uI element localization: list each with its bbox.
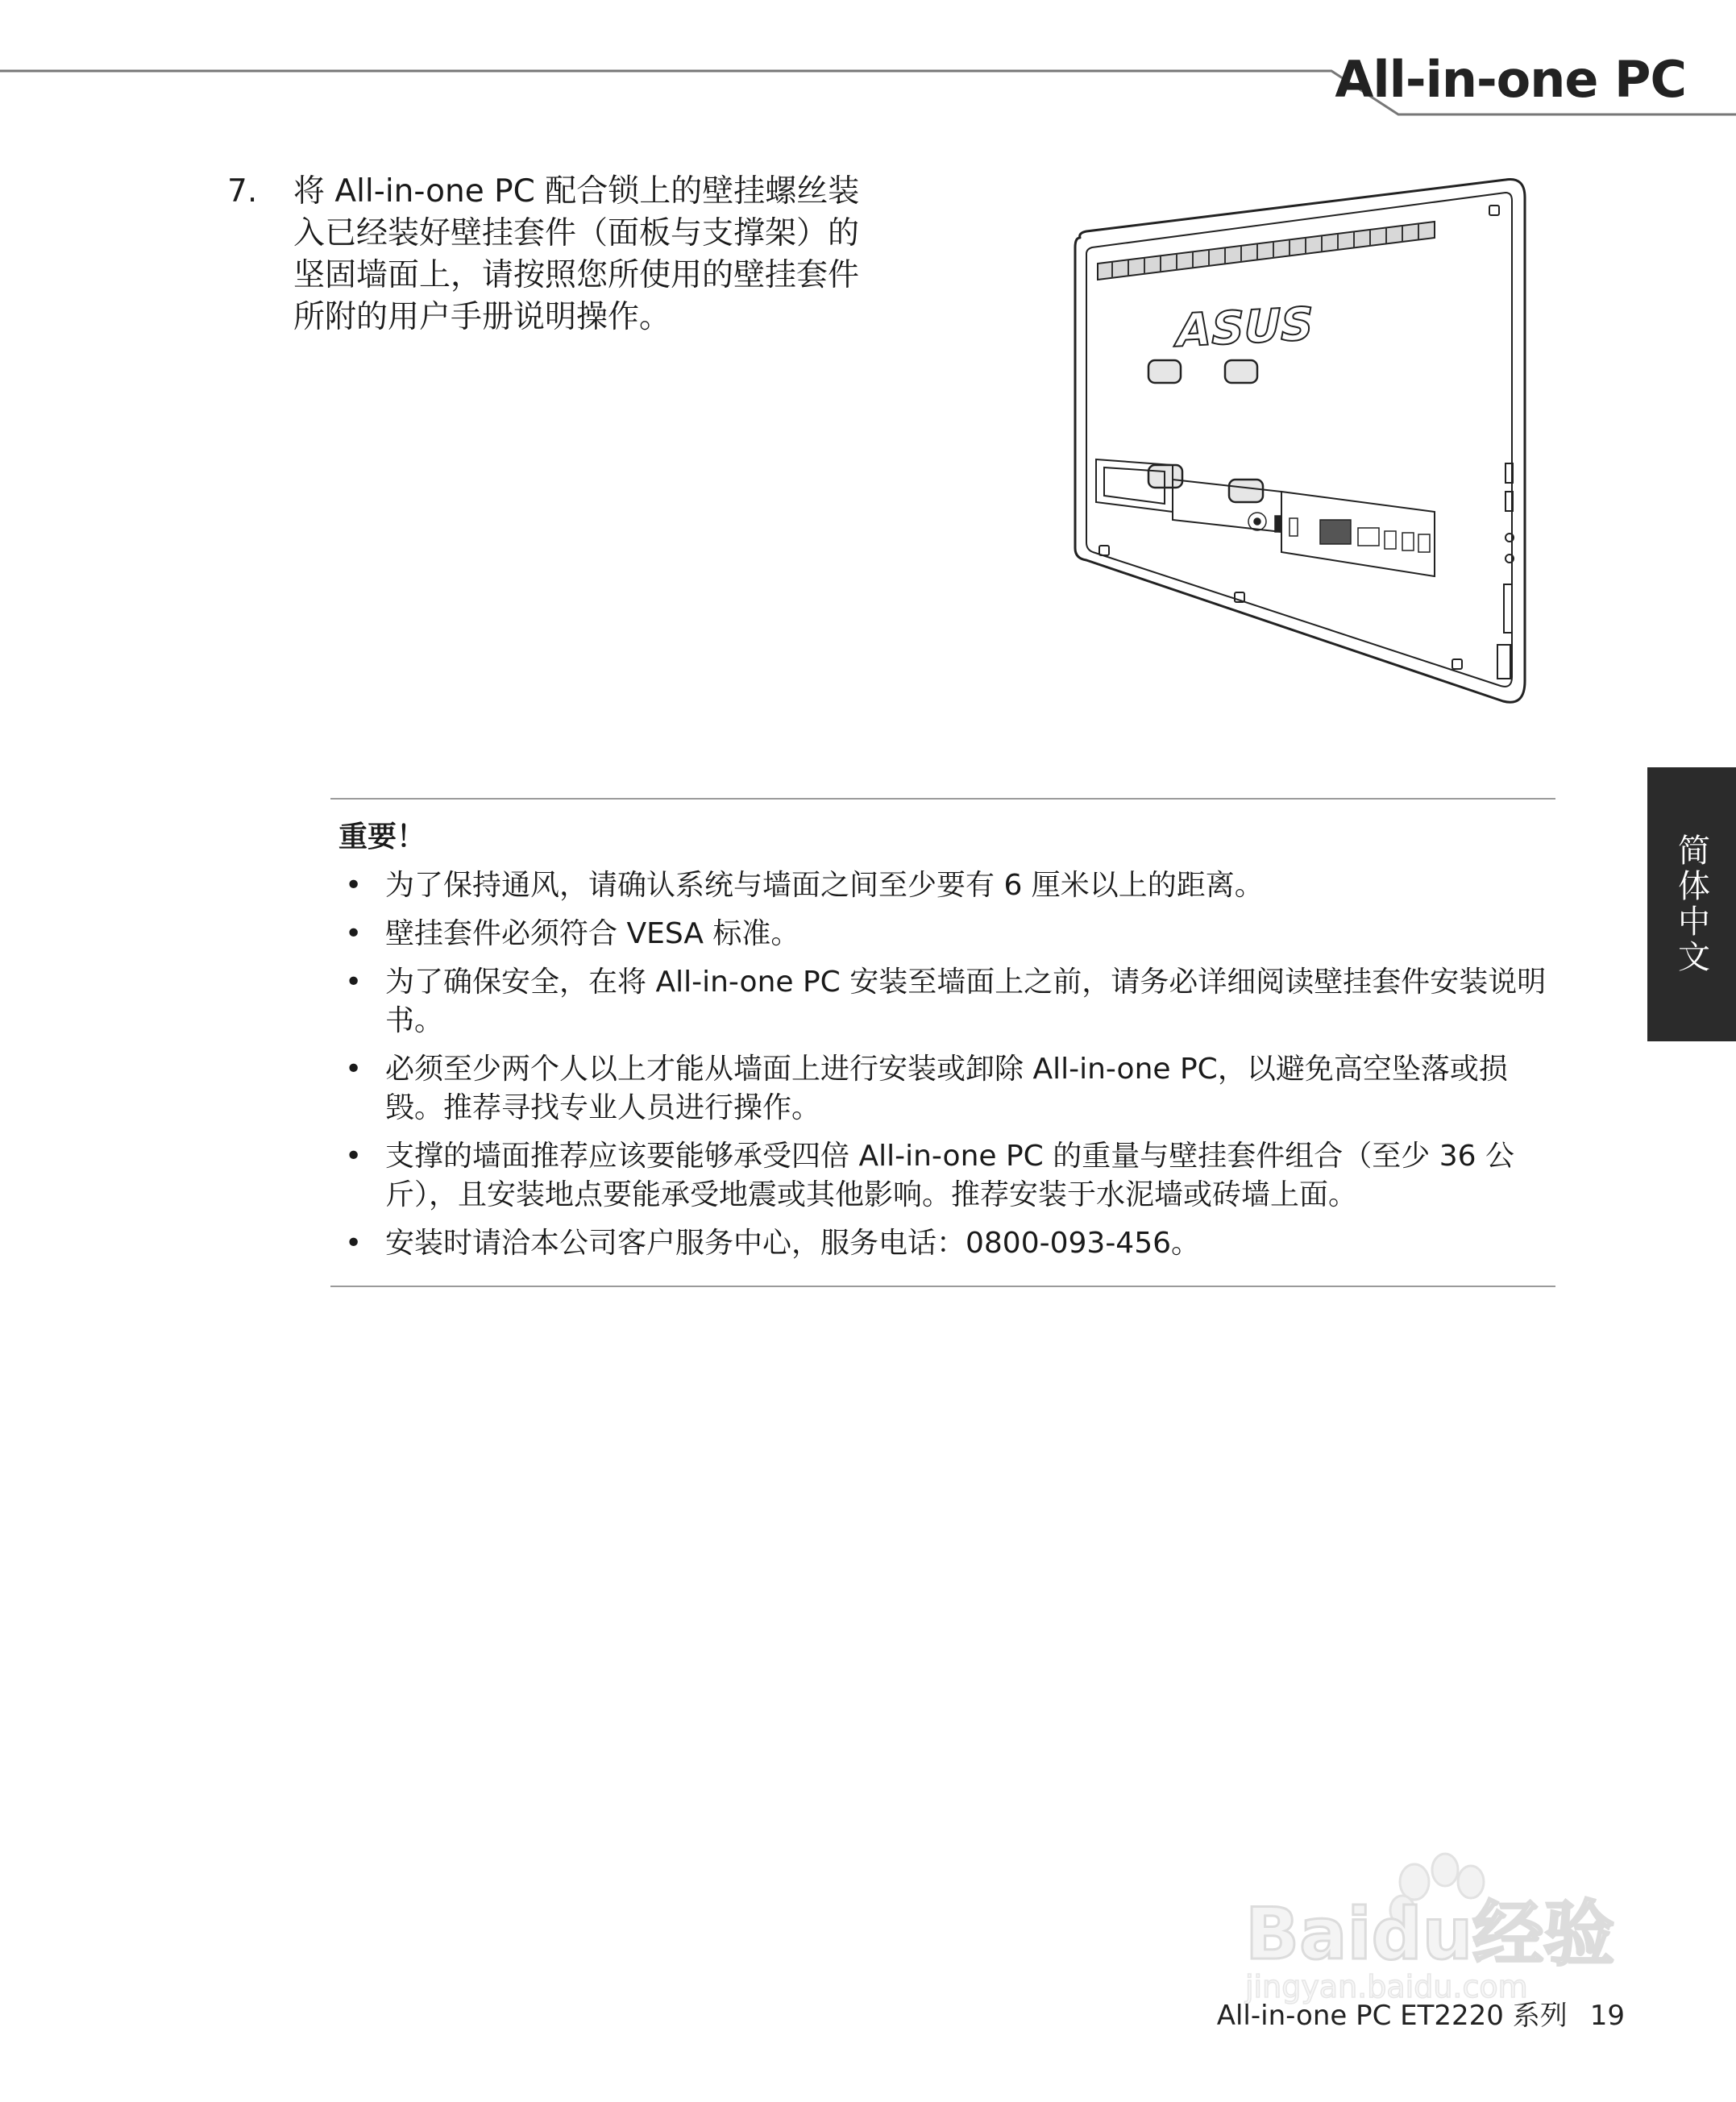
notice-item [330, 1137, 1555, 1215]
notice-item [330, 963, 1555, 1041]
notice-item [330, 1050, 1555, 1128]
bullet-icon: • [345, 1053, 363, 1086]
bullet-icon: • [345, 1227, 363, 1260]
bullet-icon: • [345, 966, 363, 999]
language-side-tab [1647, 767, 1736, 1041]
watermark-text: Baidu经验 [1245, 1892, 1615, 1975]
notice-item-text: 为了确保安全，在将 All-in-one PC 安装至墙面上之前，请务必详细阅读壁挂套件安装说明书。 [385, 966, 1547, 1037]
bullet-icon: • [345, 1140, 363, 1173]
step-text: 将 All-in-one PC 配合锁上的壁挂螺丝装入已经装好壁挂套件（面板与支撑架）的坚固墙面上，请按照您所使用的壁挂套件所附的用户手册说明操作。 [293, 173, 860, 335]
language-label: 简体中文 [1672, 833, 1710, 975]
notice-item-text: 为了保持通风，请确认系统与墙面之间至少要有 6 厘米以上的距离。 [385, 869, 1264, 902]
notice-item-text: 壁挂套件必须符合 VESA 标准。 [385, 917, 800, 950]
notice-title: 重要！ [338, 820, 426, 854]
bullet-icon: • [345, 917, 363, 950]
important-notice [330, 798, 1555, 1287]
footer-product: All-in-one PC ET2220 系列 [1216, 2000, 1568, 2032]
bullet-icon: • [345, 869, 363, 902]
notice-item-text: 必须至少两个人以上才能从墙面上进行安装或卸除 All-in-one PC，以避免高空坠落或损毁。推荐寻找专业人员进行操作。 [385, 1053, 1508, 1124]
header-title: All-in-one PC [1335, 50, 1686, 109]
step-number: 7. [227, 173, 258, 210]
notice-item-text: 安装时请洽本公司客户服务中心，服务电话：0800-093-456。 [385, 1227, 1201, 1260]
page-number: 19 [1589, 2000, 1625, 2032]
asus-logo: ASUS [1177, 297, 1314, 358]
pc-back-illustration [1064, 173, 1539, 709]
page-footer [1217, 1993, 1625, 2033]
notice-item [330, 915, 1555, 953]
notice-list [330, 866, 1555, 1263]
notice-item-text: 支撑的墙面推荐应该要能够承受四倍 All-in-one PC 的重量与壁挂套件组合（至少 36 公斤），且安装地点要能承受地震或其他影响。推荐安装于水泥墙或砖墙上面。 [385, 1140, 1514, 1211]
baidu-watermark [1229, 1846, 1648, 2007]
notice-item [330, 866, 1555, 905]
notice-item [330, 1224, 1555, 1263]
watermark-subtext: jingyan.baidu.com [1245, 1969, 1528, 2004]
